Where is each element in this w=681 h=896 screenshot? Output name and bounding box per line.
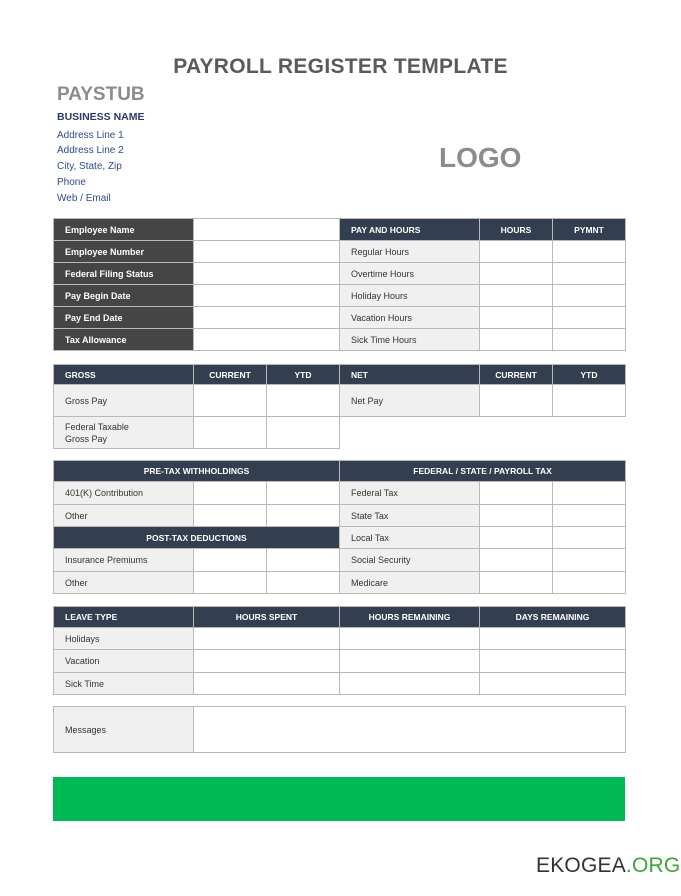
tax-allowance-field[interactable]: [194, 329, 340, 351]
overtime-hours-field[interactable]: [480, 263, 553, 285]
vacation-hours-remaining-field[interactable]: [340, 650, 480, 673]
medicare-current-field[interactable]: [480, 572, 553, 594]
empty-area: [340, 417, 626, 449]
phone: Phone: [57, 177, 86, 188]
vacation-hours-spent-field[interactable]: [194, 650, 340, 673]
tax-allowance-label: Tax Allowance: [54, 329, 194, 351]
net-pay-current-field[interactable]: [480, 385, 553, 417]
gross-net-table: [53, 364, 626, 449]
net-current-header: CURRENT: [480, 365, 553, 385]
gross-pay-ytd-field[interactable]: [267, 385, 340, 417]
employee-name-field[interactable]: [194, 219, 340, 241]
vacation-hours-label: Vacation Hours: [340, 307, 480, 329]
pretax-other-label: Other: [54, 505, 194, 527]
footer-bar: [53, 777, 625, 821]
page-title: PAYROLL REGISTER TEMPLATE: [173, 55, 508, 78]
gross-ytd-header: YTD: [267, 365, 340, 385]
vacation-pymnt-field[interactable]: [553, 307, 626, 329]
gross-header: GROSS: [54, 365, 194, 385]
federal-filing-status-label: Federal Filing Status: [54, 263, 194, 285]
federal-taxable-ytd-field[interactable]: [267, 417, 340, 449]
net-header: NET: [340, 365, 480, 385]
paystub-heading: PAYSTUB: [57, 84, 145, 105]
vacation-hours-field[interactable]: [480, 307, 553, 329]
pay-begin-date-label: Pay Begin Date: [54, 285, 194, 307]
pay-end-date-field[interactable]: [194, 307, 340, 329]
brand-suffix: .ORG: [625, 854, 681, 877]
vacation-days-remaining-field[interactable]: [480, 650, 626, 673]
401k-ytd-field[interactable]: [267, 482, 340, 505]
messages-label: Messages: [54, 707, 194, 753]
federal-taxable-current-field[interactable]: [194, 417, 267, 449]
insurance-ytd-field[interactable]: [267, 549, 340, 572]
federal-tax-label: Federal Tax: [340, 482, 480, 505]
regular-hours-label: Regular Hours: [340, 241, 480, 263]
medicare-ytd-field[interactable]: [553, 572, 626, 594]
pay-begin-date-field[interactable]: [194, 285, 340, 307]
federal-filing-status-field[interactable]: [194, 263, 340, 285]
withholdings-tax-table: [53, 460, 626, 594]
pretax-header: PRE-TAX WITHHOLDINGS: [54, 461, 340, 482]
state-tax-current-field[interactable]: [480, 505, 553, 527]
holiday-hours-label: Holiday Hours: [340, 285, 480, 307]
brand-main: EKOGEA: [536, 854, 626, 877]
social-security-ytd-field[interactable]: [553, 549, 626, 572]
social-security-label: Social Security: [340, 549, 480, 572]
messages-table: [53, 706, 626, 753]
sick-time-hours-spent-field[interactable]: [194, 673, 340, 695]
sick-time-hours-field[interactable]: [480, 329, 553, 351]
state-tax-label: State Tax: [340, 505, 480, 527]
regular-hours-field[interactable]: [480, 241, 553, 263]
gross-pay-label: Gross Pay: [54, 385, 194, 417]
federal-taxable-gross-pay-label: [54, 417, 194, 449]
401k-current-field[interactable]: [194, 482, 267, 505]
overtime-hours-label: Overtime Hours: [340, 263, 480, 285]
hours-remaining-header: HOURS REMAINING: [340, 607, 480, 628]
insurance-premiums-label: Insurance Premiums: [54, 549, 194, 572]
local-tax-ytd-field[interactable]: [553, 527, 626, 549]
401k-label: 401(K) Contribution: [54, 482, 194, 505]
pretax-other-ytd-field[interactable]: [267, 505, 340, 527]
sick-time-hours-label: Sick Time Hours: [340, 329, 480, 351]
brand-watermark: [536, 854, 680, 878]
posttax-other-current-field[interactable]: [194, 572, 267, 594]
holidays-days-remaining-field[interactable]: [480, 628, 626, 650]
employee-name-label: Employee Name: [54, 219, 194, 241]
leave-type-header: LEAVE TYPE: [54, 607, 194, 628]
sick-time-label: Sick Time: [54, 673, 194, 695]
city-state-zip: City, State, Zip: [57, 161, 122, 172]
posttax-other-label: Other: [54, 572, 194, 594]
sick-time-pymnt-field[interactable]: [553, 329, 626, 351]
federal-tax-current-field[interactable]: [480, 482, 553, 505]
state-tax-ytd-field[interactable]: [553, 505, 626, 527]
federal-tax-ytd-field[interactable]: [553, 482, 626, 505]
local-tax-label: Local Tax: [340, 527, 480, 549]
holiday-pymnt-field[interactable]: [553, 285, 626, 307]
regular-pymnt-field[interactable]: [553, 241, 626, 263]
days-remaining-header: DAYS REMAINING: [480, 607, 626, 628]
web-email: Web / Email: [57, 193, 111, 204]
address-line-2: Address Line 2: [57, 145, 124, 156]
posttax-other-ytd-field[interactable]: [267, 572, 340, 594]
employee-pay-table: [53, 218, 626, 351]
address-line-1: Address Line 1: [57, 130, 124, 141]
gross-current-header: CURRENT: [194, 365, 267, 385]
sick-time-hours-remaining-field[interactable]: [340, 673, 480, 695]
net-ytd-header: YTD: [553, 365, 626, 385]
pretax-other-current-field[interactable]: [194, 505, 267, 527]
hours-col-header: HOURS: [480, 219, 553, 241]
pay-hours-header: PAY AND HOURS: [340, 219, 480, 241]
posttax-header: POST-TAX DEDUCTIONS: [54, 527, 340, 549]
holidays-hours-spent-field[interactable]: [194, 628, 340, 650]
leave-table: [53, 606, 626, 695]
holiday-hours-field[interactable]: [480, 285, 553, 307]
holidays-label: Holidays: [54, 628, 194, 650]
medicare-label: Medicare: [340, 572, 480, 594]
sick-time-days-remaining-field[interactable]: [480, 673, 626, 695]
net-pay-ytd-field[interactable]: [553, 385, 626, 417]
local-tax-current-field[interactable]: [480, 527, 553, 549]
vacation-label: Vacation: [54, 650, 194, 673]
federal-taxable-gross-pay-text: Federal Taxable Gross Pay: [65, 421, 129, 444]
holidays-hours-remaining-field[interactable]: [340, 628, 480, 650]
overtime-pymnt-field[interactable]: [553, 263, 626, 285]
messages-field[interactable]: [194, 707, 626, 753]
hours-spent-header: HOURS SPENT: [194, 607, 340, 628]
business-name: BUSINESS NAME: [57, 111, 145, 123]
employee-number-field[interactable]: [194, 241, 340, 263]
insurance-current-field[interactable]: [194, 549, 267, 572]
pymnt-col-header: PYMNT: [553, 219, 626, 241]
gross-pay-current-field[interactable]: [194, 385, 267, 417]
pay-end-date-label: Pay End Date: [54, 307, 194, 329]
net-pay-label: Net Pay: [340, 385, 480, 417]
social-security-current-field[interactable]: [480, 549, 553, 572]
tax-header: FEDERAL / STATE / PAYROLL TAX: [340, 461, 626, 482]
employee-number-label: Employee Number: [54, 241, 194, 263]
logo-placeholder: LOGO: [439, 142, 522, 173]
